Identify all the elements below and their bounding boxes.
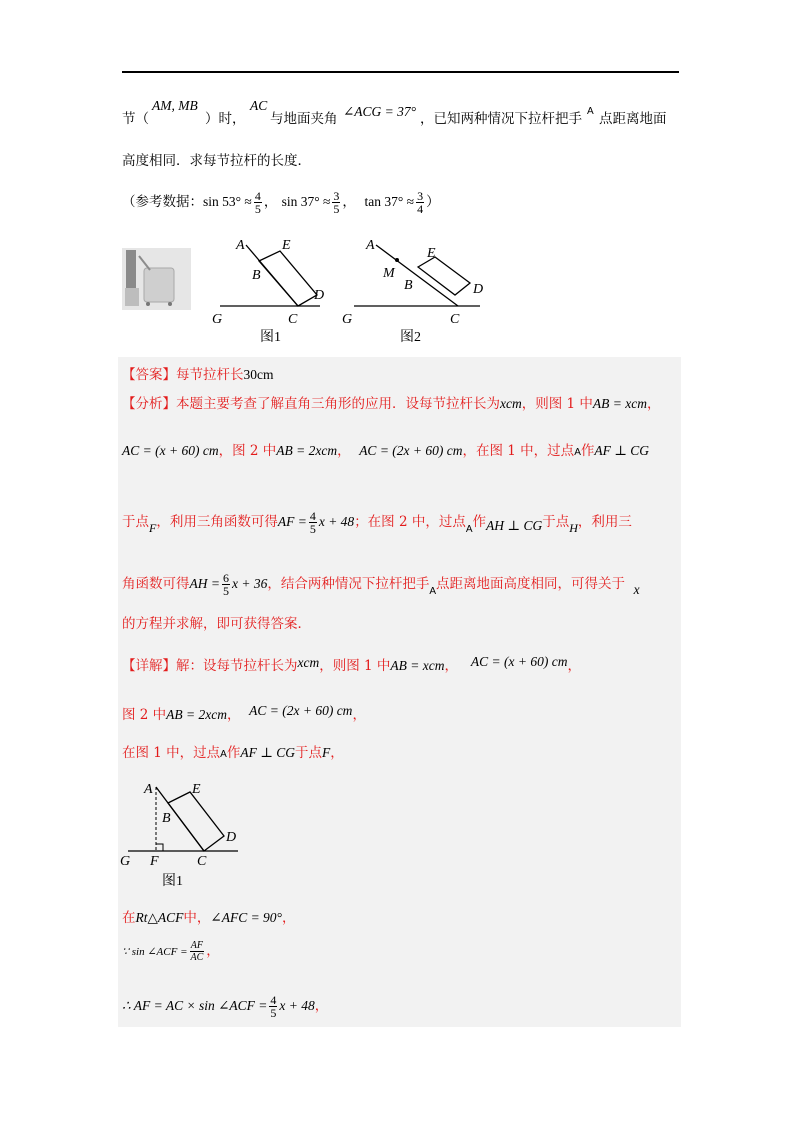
text: ，则图 1 中: [521, 396, 593, 412]
point-a: A: [587, 106, 594, 117]
text: ）时，: [205, 111, 246, 127]
fraction: $\frac{3}{5}$: [333, 189, 340, 216]
fig2-label-m: M: [383, 266, 395, 281]
math: sin 53° ≈: [203, 194, 252, 209]
analysis-line-1: 【分析】本题主要考查了解直角三角形的应用．设每节拉杆长为xcm，则图 1 中AB = xcm，: [122, 396, 661, 412]
analysis-line-3: 于点F，利用三角函数可得AF = $\frac{4}{5}$ x + 48；在图 2 中，过点$_A$作AH ⊥ CG于点H，利用三: [122, 509, 632, 536]
answer-tag: 【答案】: [122, 367, 176, 383]
math-angle: ∠ACG = 37°: [343, 104, 417, 119]
fig2-label-g: G: [342, 312, 353, 327]
figure-1: [210, 235, 340, 350]
fig1-label-d: D: [314, 288, 325, 303]
fig2-caption: 图2: [400, 330, 421, 345]
figure-2: [340, 235, 490, 350]
fraction: $\frac{6}{5}$: [222, 571, 229, 598]
fig3-label-e: E: [192, 782, 201, 797]
text: 点距离地面: [599, 111, 667, 127]
fraction: $\frac{AF}{AC}$: [190, 940, 204, 963]
fraction: $\frac{4}{5}$: [254, 189, 261, 216]
fig3-label-a: A: [144, 782, 153, 797]
text: 每节拉杆长: [176, 367, 244, 383]
fig3-label-c: C: [197, 854, 207, 869]
math: xcm: [500, 396, 522, 411]
fraction: $\frac{4}{5}$: [309, 509, 316, 536]
text: ，已知两种情况下拉杆把手: [420, 111, 582, 127]
fig3-label-d: D: [226, 830, 237, 845]
fig1-label-c: C: [288, 312, 298, 327]
fig3-label-f: F: [150, 854, 159, 869]
math: AB = xcm: [592, 396, 647, 411]
math: AC = (x + 60) cm: [122, 443, 219, 458]
analysis-tag: 【分析】: [122, 396, 176, 412]
answer-value: 30cm: [243, 367, 274, 382]
math: AB = 2xcm: [276, 443, 338, 458]
fig2-label-e: E: [427, 246, 436, 261]
analysis-line-4: 角函数可得AH = $\frac{6}{5}$ x + 36，结合两种情况下拉杆把手$_A$点距离地面高度相同，可得关于 x: [122, 571, 640, 598]
fig2-label-c: C: [450, 312, 460, 327]
math: AC = (2x + 60) cm: [359, 443, 463, 458]
detail-line-3: 在图 1 中，过点A作AF ⊥ CG于点F，: [122, 745, 344, 761]
fig1-label-b: B: [252, 268, 261, 283]
text: 本题主要考查了解直角三角形的应用．设每节拉杆长为: [176, 396, 500, 412]
math: AF ⊥ CG: [594, 443, 650, 458]
figure-3: [118, 775, 248, 895]
detail-line-5: ∵ sin ∠ACF = $\frac{AF}{AC}$ ，: [122, 940, 220, 963]
header-rule: [122, 71, 679, 73]
math: tan 37° ≈: [364, 194, 415, 209]
detail-line-2: 图 2 中AB = 2xcm， AC = (2x + 60) cm，: [122, 703, 366, 723]
math-am-mb: AM, MB: [152, 98, 198, 113]
reference-data: （参考数据：sin 53° ≈ $\frac{4}{5}$ ， sin 37° ≈ $\frac{3}{5}$ ， tan 37° ≈ $\frac{3}{4}$ ）: [122, 189, 440, 216]
problem-line-2: 高度相同．求每节拉杆的长度．: [122, 153, 311, 169]
fig3-caption: 图1: [162, 874, 183, 889]
fig3-label-b: B: [162, 811, 171, 826]
fig1-label-e: E: [282, 238, 291, 253]
detail-line-4: 在Rt△ACF中，∠AFC = 90°，: [122, 910, 296, 926]
fig1-label-g: G: [212, 312, 223, 327]
fig2-label-a: A: [366, 238, 375, 253]
fig1-caption: 图1: [260, 330, 281, 345]
luggage-photo: [122, 248, 191, 310]
fraction: $\frac{4}{5}$: [270, 993, 277, 1020]
problem-line-1: [122, 110, 149, 128]
photo-drawing: [122, 248, 191, 310]
fig3-label-g: G: [120, 854, 131, 869]
answer-line: [122, 366, 274, 384]
text: 与地面夹角: [270, 111, 338, 127]
fig1-label-a: A: [236, 238, 245, 253]
text: ，在图 1 中，过点: [462, 443, 575, 459]
text: （参考数据：: [122, 194, 203, 210]
detail-line-6: ∴ AF = AC × sin ∠ACF = $\frac{4}{5}$ x + 48，: [122, 993, 329, 1020]
math: sin 37° ≈: [281, 194, 331, 209]
detail-tag: 【详解】: [122, 658, 176, 674]
text: ，图 2 中: [218, 443, 277, 459]
fig2-label-d: D: [473, 282, 484, 297]
analysis-line-5: 的方程并求解，即可获得答案．: [122, 616, 311, 632]
fig2-label-b: B: [404, 278, 413, 293]
math-ac: AC: [250, 98, 268, 113]
text: 节（: [122, 111, 149, 127]
detail-line-1: 【详解】解：设每节拉杆长为xcm，则图 1 中AB = xcm， AC = (x + 60) cm，: [122, 654, 581, 674]
fraction: $\frac{3}{4}$: [417, 189, 424, 216]
analysis-line-2: AC = (x + 60) cm，图 2 中AB = 2xcm， AC = (2x + 60) cm，在图 1 中，过点A作AF ⊥ CG: [122, 443, 650, 459]
